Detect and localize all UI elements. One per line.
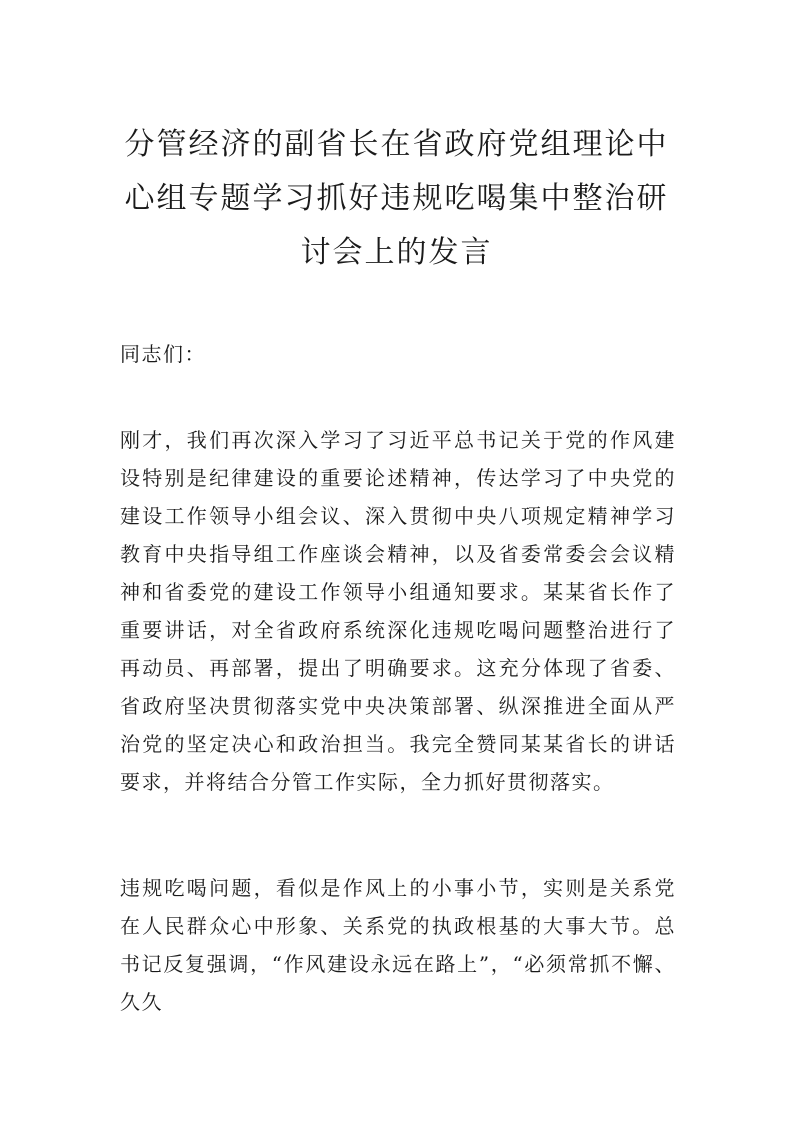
document-title: 分管经济的副省长在省政府党组理论中心组专题学习抓好违规吃喝集中整治研讨会上的发言 [124, 127, 669, 270]
greeting: 同志们： [120, 342, 206, 366]
paragraph-2: 违规吃喝问题，看似是作风上的小事小节，实则是关系党在人民群众心中形象、关系党的执政根基的大事大节。总书记反复强调，“作风建设永远在路上”，“必须常抓不懈、久久 [120, 876, 676, 1014]
paragraph-1: 刚才，我们再次深入学习了习近平总书记关于党的作风建设特别是纪律建设的重要论述精神，传达学习了中央党的建设工作领导小组会议、深入贯彻中央八项规定精神学习教育中央指导组工作座谈会精神，以及省委常委会会议精神和省委党的建设工作领导小组通知要求。某某省长作了重要讲话，对全省政府系统深化违规吃喝问题整治进行了再动员、再部署，提出了明确要求。这充分体现了省委、省政府坚决贯彻落实党中央决策部署、纵深推进全面从严治党的坚定决心和政治担当。我完全赞同某某省长的讲话要求，并将结合分管工作实际，全力抓好贯彻落实。 [120, 428, 676, 794]
